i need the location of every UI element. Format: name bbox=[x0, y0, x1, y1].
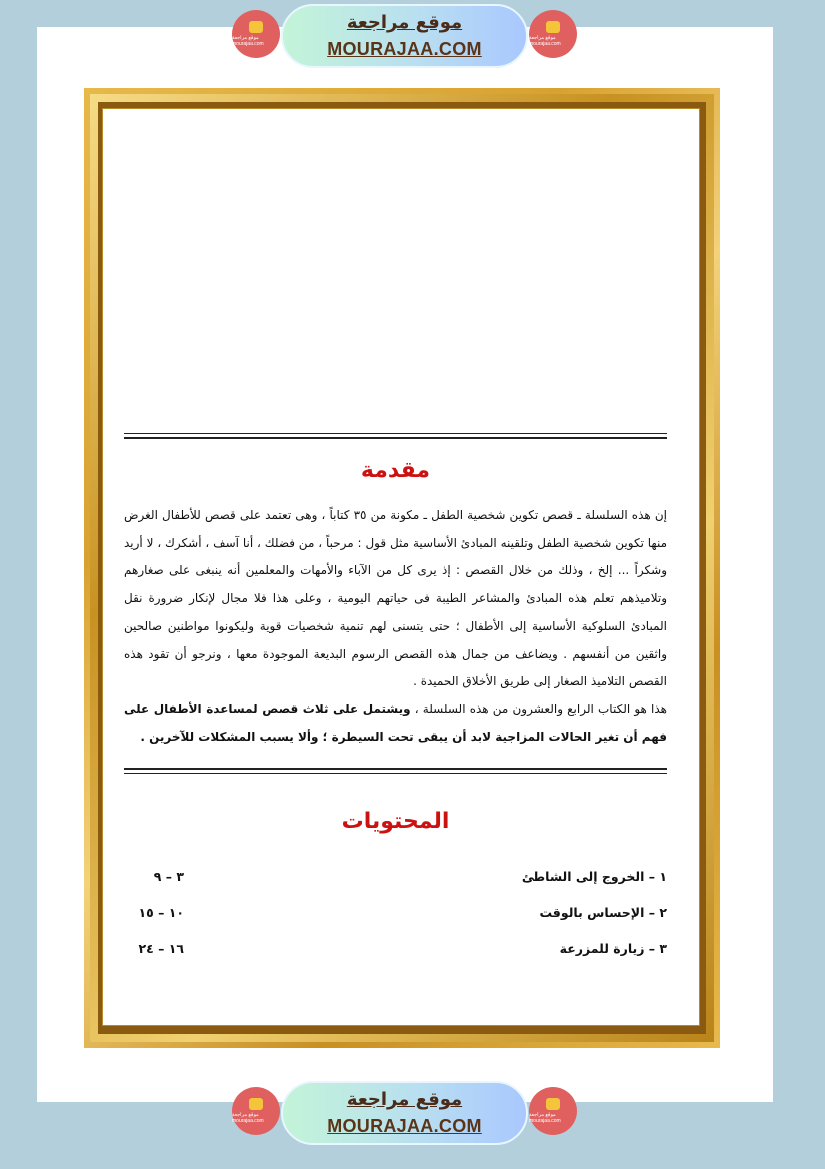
site-logo-badge bbox=[529, 1087, 577, 1135]
watermark-link[interactable]: MOURAJAA.COM bbox=[327, 39, 482, 59]
watermark-pill[interactable] bbox=[281, 1081, 528, 1145]
divider-line bbox=[124, 773, 667, 774]
watermark-arabic: موقع مراجعة bbox=[346, 1089, 463, 1110]
book-icon bbox=[546, 1098, 560, 1110]
intro-paragraph-2-bold: ويشتمل على ثلاث قصص لمساعدة الأطفال على فهم أن تغير الحالات المزاجية لابد أن يبقى تحت السيطرة ؛ وألا يسبب المشكلات للآخرين . bbox=[124, 701, 667, 744]
watermark-banner-top[interactable] bbox=[232, 4, 577, 68]
toc-item[interactable] bbox=[124, 941, 667, 963]
intro-paragraph-2: هذا هو الكتاب الرابع والعشرون من هذه السلسلة ، bbox=[410, 701, 667, 716]
watermark-banner-bottom[interactable] bbox=[232, 1081, 577, 1145]
intro-paragraph-1: إن هذه السلسلة ـ قصص تكوين شخصية الطفل ـ مكونة من ٣٥ كتاباً ، وهى تعتمد على قصص للأطفال الغرض منها تكوين شخصية الطفل وتلقينه المبادئ الأساسية مثل قول : مرحباً ، من فضلك ، أنا آسف ، أشكرك ، لا أريد وشكراً ... إلخ ، وذلك من خلال القصص : إذ يرى كل من الآباء والأمهات والمعلمين أنه ينبغى على صغارهم وتلاميذهم تعلم هذه المبادئ والمشاعر الطيبة فى حياتهم اليومية ، وعلى هذا فلا مجال لإنكار ضرورة نقل المبادئ السلوكية الأساسية إلى الأطفال ؛ حتى يتسنى لهم تنمية شخصيات قوية وليكونوا مواطنين صالحين واثقين من أنفسهم . ويضاعف من جمال هذه القصص الرسوم البديعة الموجودة معها ، ونرجو أن تقود هذه القصص التلاميذ الصغار إلى طريق الأخلاق الحميدة . bbox=[124, 508, 667, 689]
book-icon bbox=[249, 1098, 263, 1110]
site-logo-badge bbox=[232, 1087, 280, 1135]
divider-line bbox=[124, 437, 667, 439]
toc-item[interactable] bbox=[124, 869, 667, 891]
intro-heading: مقدمة bbox=[360, 458, 431, 483]
badge-text: موقع مراجعة mourajaa.com bbox=[232, 35, 264, 47]
watermark-pill[interactable] bbox=[281, 4, 528, 68]
watermark-link[interactable]: MOURAJAA.COM bbox=[327, 1116, 482, 1136]
toc-item[interactable] bbox=[124, 905, 667, 927]
toc-pages: ١٦ – ٢٤ bbox=[138, 941, 184, 956]
badge-text: موقع مراجعة mourajaa.com bbox=[232, 1112, 264, 1124]
book-icon bbox=[249, 21, 263, 33]
book-icon bbox=[546, 21, 560, 33]
watermark-arabic: موقع مراجعة bbox=[346, 12, 463, 33]
badge-text: موقع مراجعة mourajaa.com bbox=[529, 1112, 561, 1124]
site-logo-badge bbox=[232, 10, 280, 58]
toc-title: ٣ – زيارة للمزرعة bbox=[559, 941, 667, 956]
divider-line bbox=[124, 433, 667, 434]
intro-text bbox=[124, 502, 667, 751]
site-logo-badge bbox=[529, 10, 577, 58]
toc-title: ١ – الخروج إلى الشاطئ bbox=[521, 869, 667, 884]
contents-heading: المحتويات bbox=[341, 809, 450, 834]
divider-line bbox=[124, 768, 667, 770]
badge-text: موقع مراجعة mourajaa.com bbox=[529, 35, 561, 47]
toc-pages: ٣ – ٩ bbox=[153, 869, 184, 884]
toc-title: ٢ – الإحساس بالوقت bbox=[539, 905, 667, 920]
toc-pages: ١٠ – ١٥ bbox=[138, 905, 184, 920]
